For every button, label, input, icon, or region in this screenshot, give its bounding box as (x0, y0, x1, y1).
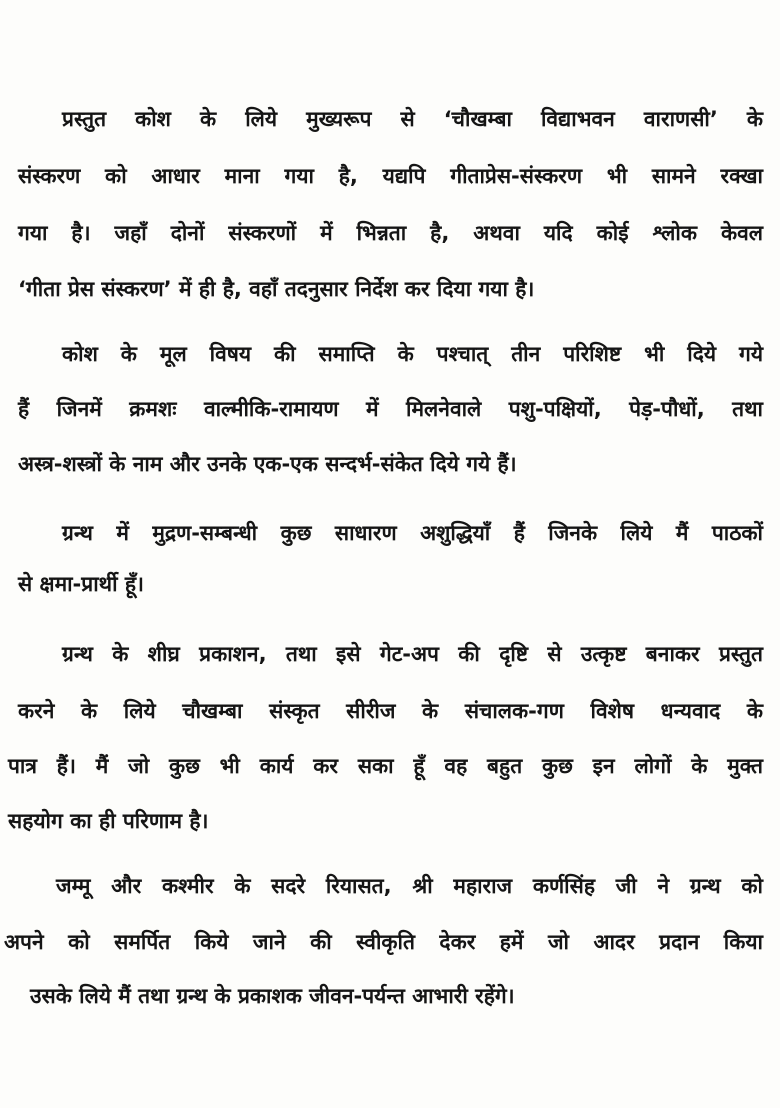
text-line: करने के लिये चौखम्बा संस्कृत सीरीज के संचालक-गण विशेष धन्यवाद के (18, 699, 763, 723)
text-line: ग्रन्थ के शीघ्र प्रकाशन, तथा इसे गेट-अप की दृष्टि से उत्कृष्ट बनाकर प्रस्तुत (62, 642, 763, 666)
text-line: हैं जिनमें क्रमशः वाल्मीकि-रामायण में मिलनेवाले पशु-पक्षियों, पेड़-पौधों, तथा (18, 397, 763, 421)
text-line: ग्रन्थ में मुद्रण-सम्बन्धी कुछ साधारण अशुद्धियाँ हैं जिनके लिये मैं पाठकों (62, 521, 763, 545)
text-line: अस्त्र-शस्त्रों के नाम और उनके एक-एक सन्दर्भ-संकेत दिये गये हैं। (18, 452, 517, 476)
text-line: संस्करण को आधार माना गया है, यद्यपि गीताप्रेस-संस्करण भी सामने रक्खा (18, 164, 763, 188)
text-line: सहयोग का ही परिणाम है। (8, 809, 209, 833)
text-line: से क्षमा-प्रार्थी हूँ। (18, 572, 144, 596)
text-line: पात्र हैं। मैं जो कुछ भी कार्य कर सका हूँ वह बहुत कुछ इन लोगों के मुक्त (8, 754, 763, 778)
text-line: अपने को समर्पित किये जाने की स्वीकृति देकर हमें जो आदर प्रदान किया (4, 930, 763, 954)
text-line: गया है। जहाँ दोनों संस्करणों में भिन्नता है, अथवा यदि कोई श्लोक केवल (18, 221, 763, 245)
text-line: कोश के मूल विषय की समाप्ति के पश्चात् तीन परिशिष्ट भी दिये गये (62, 342, 763, 366)
text-line: जम्मू और कश्मीर के सदरे रियासत, श्री महाराज कर्णसिंह जी ने ग्रन्थ को (56, 874, 763, 898)
text-line: ‘गीता प्रेस संस्करण’ में ही है, वहाँ तदनुसार निर्देश कर दिया गया है। (18, 277, 535, 301)
text-line: उसके लिये मैं तथा ग्रन्थ के प्रकाशक जीवन-पर्यन्त आभारी रहेंगे। (30, 984, 515, 1008)
text-line: प्रस्तुत कोश के लिये मुख्यरूप से ‘चौखम्बा विद्याभवन वाराणसी’ के (62, 107, 763, 131)
